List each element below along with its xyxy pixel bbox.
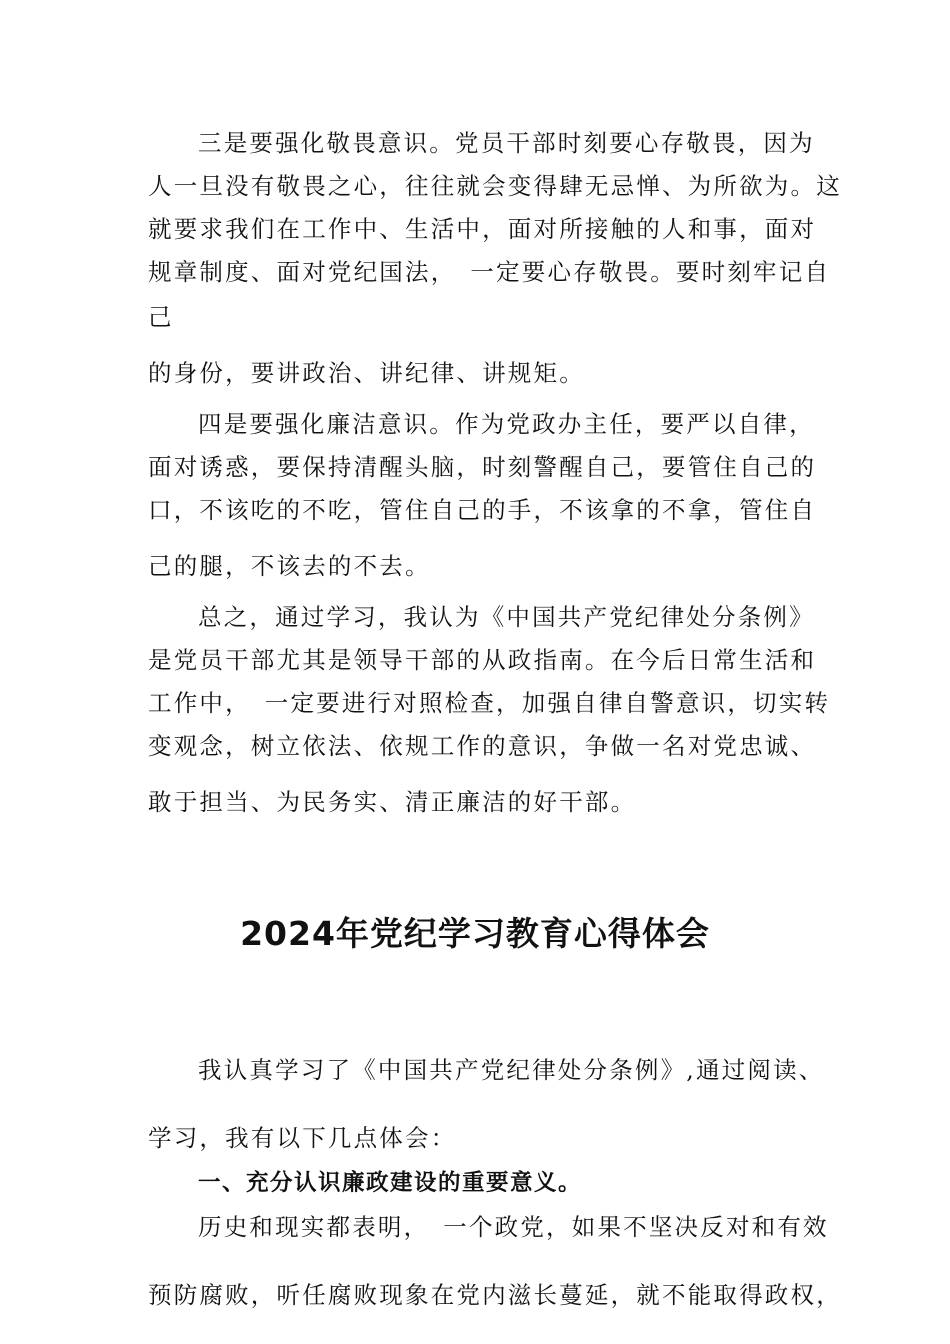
document-title: 2024年党纪学习教育心得体会 — [240, 914, 710, 953]
text-line: 敢于担当、为民务实、清正廉洁的好干部。 — [148, 788, 637, 816]
text-line: 变观念，树立依法、依规工作的意识，争做一名对党忠诚、 — [148, 732, 817, 760]
text-line: 口，不该吃的不吃，管住自己的手，不该拿的不拿，管住自 — [148, 496, 817, 524]
text-line: 己的腿，不该去的不去。 — [148, 552, 431, 580]
text-line: 三是要强化敬畏意识。党员干部时刻要心存敬畏，因为 — [198, 129, 815, 157]
text-line: 的身份，要讲政治、讲纪律、讲规矩。 — [148, 359, 585, 387]
section-heading: 一、充分认识廉政建设的重要意义。 — [198, 1170, 583, 1196]
text-line: 面对诱惑，要保持清醒头脑，时刻警醒自己，要管住自己的 — [148, 453, 817, 481]
text-line: 历史和现实都表明， 一个政党，如果不坚决反对和有效 — [198, 1213, 829, 1241]
text-line: 己 — [148, 303, 174, 331]
text-line: 工作中， 一定要进行对照检查，加强自律自警意识，切实转 — [148, 689, 831, 717]
text-line: 预防腐败，听任腐败现象在党内滋长蔓延，就不能取得政权， — [148, 1281, 842, 1309]
text-line: 是党员干部尤其是领导干部的从政指南。在今后日常生活和 — [148, 646, 817, 674]
text-line: 就要求我们在工作中、生活中，面对所接触的人和事，面对 — [148, 215, 817, 243]
text-line: 规章制度、面对党纪国法， 一定要心存敬畏。要时刻牢记自 — [148, 258, 831, 286]
text-line: 我认真学习了《中国共产党纪律处分条例》,通过阅读、 — [198, 1056, 825, 1084]
text-line: 总之，通过学习，我认为《中国共产党纪律处分条例》 — [198, 603, 815, 631]
text-line: 四是要强化廉洁意识。作为党政办主任，要严以自律， — [198, 410, 815, 438]
text-line: 学习，我有以下几点体会： — [148, 1124, 457, 1152]
text-line: 人一旦没有敬畏之心，往往就会变得肆无忌惮、为所欲为。这 — [148, 172, 842, 200]
